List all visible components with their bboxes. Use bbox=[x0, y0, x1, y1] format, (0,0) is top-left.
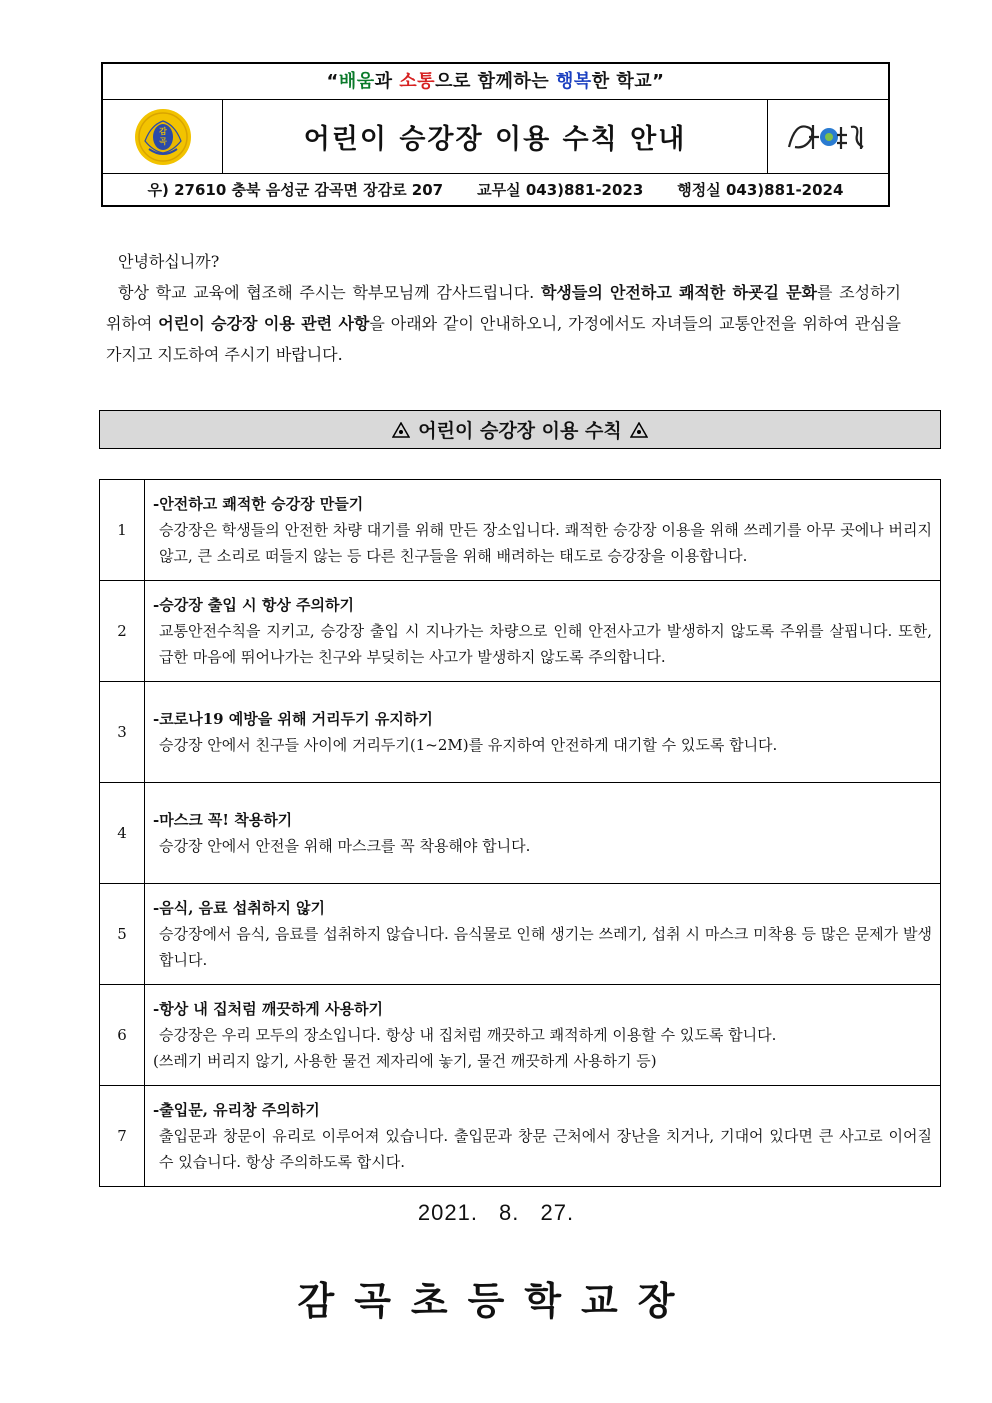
rule-cell bbox=[145, 480, 941, 581]
rules-table bbox=[99, 479, 941, 1187]
table-row bbox=[100, 985, 941, 1086]
admin-phone: 행정실 043)881-2024 bbox=[677, 181, 844, 199]
rule-cell bbox=[145, 985, 941, 1086]
intro-text: 을 아래와 같이 안내하오니, 가정에서도 자녀들의 교통안전을 위하여 관심을 가지고 지도하여 주시기 바랍니다. bbox=[106, 314, 901, 364]
principal-signature: 감곡초등학교장 bbox=[297, 1279, 695, 1323]
rule-number: 7 bbox=[100, 1086, 145, 1187]
rule-number: 6 bbox=[100, 985, 145, 1086]
rule-body: 출입문과 창문이 유리로 이루어져 있습니다. 출입문과 창문 근처에서 장난을 치거나, 기대어 있다면 큰 사고로 이어질 수 있습니다. 항상 주의하도록 합시다. bbox=[159, 1127, 932, 1171]
document-date: 2021. 8. 27. bbox=[417, 1200, 575, 1225]
table-row bbox=[100, 884, 941, 985]
office-phone: 교무실 043)881-2023 bbox=[477, 181, 644, 199]
intro-paragraph bbox=[106, 277, 901, 370]
rule-body: 승강장은 우리 모두의 장소입니다. 항상 내 집처럼 깨끗하고 쾌적하게 이용할 수 있도록 합니다. bbox=[159, 1026, 777, 1044]
rule-title: -마스크 꼭! 착용하기 bbox=[153, 811, 293, 829]
rule-number: 1 bbox=[100, 480, 145, 581]
intro-emphasis: 학생들의 안전하고 쾌적한 하굣길 문화 bbox=[540, 283, 817, 302]
rule-title: -출입문, 유리창 주의하기 bbox=[153, 1101, 320, 1119]
clean-world-logo-icon bbox=[785, 117, 871, 157]
rule-cell bbox=[145, 1086, 941, 1187]
rule-cell bbox=[145, 783, 941, 884]
rule-number: 3 bbox=[100, 682, 145, 783]
slogan-text: 과 bbox=[374, 71, 400, 92]
warning-icon bbox=[392, 422, 410, 438]
document-title: 어린이 승강장 이용 수칙 안내 bbox=[303, 124, 687, 155]
svg-text:감: 감 bbox=[158, 126, 167, 136]
rule-body: 승강장 안에서 안전을 위해 마스크를 꼭 착용해야 합니다. bbox=[159, 837, 531, 855]
rule-body: 승강장은 학생들의 안전한 차량 대기를 위해 만든 장소입니다. 쾌적한 승강장 이용을 위해 쓰레기를 아무 곳에나 버리지 않고, 큰 소리로 떠들지 않는 등 다른 친구들을 위해 배려하는 태도로 승강장을 이용합니다. bbox=[159, 521, 932, 565]
contact-line bbox=[103, 174, 888, 205]
table-row bbox=[100, 480, 941, 581]
rule-body: 교통안전수칙을 지키고, 승강장 출입 시 지나가는 차량으로 인해 안전사고가 발생하지 않도록 주위를 살핍니다. 또한, 급한 마음에 뛰어나가는 친구와 부딪히는 사고가 발생하지 않도록 주의합니다. bbox=[159, 622, 932, 666]
rule-title: -안전하고 쾌적한 승강장 만들기 bbox=[153, 495, 364, 513]
slogan-word-happiness: 행복 bbox=[555, 71, 592, 92]
intro-emphasis: 어린이 승강장 이용 관련 사항 bbox=[158, 314, 370, 333]
slogan-text: 으로 함께하는 bbox=[435, 71, 556, 92]
svg-text:곡: 곡 bbox=[158, 136, 167, 146]
rule-body: 승강장 안에서 친구들 사이에 거리두기(1~2M)를 유지하여 안전하게 대기할 수 있도록 합니다. bbox=[159, 736, 778, 754]
rule-title: -코로나19 예방을 위해 거리두기 유지하기 bbox=[153, 710, 433, 728]
table-row bbox=[100, 682, 941, 783]
rule-body: 승강장에서 음식, 음료를 섭취하지 않습니다. 음식물로 인해 생기는 쓰레기, 섭취 시 마스크 미착용 등 많은 문제가 발생합니다. bbox=[159, 925, 932, 969]
slogan-quote: “ bbox=[326, 71, 339, 92]
rule-body-note: (쓰레기 버리지 않기, 사용한 물건 제자리에 놓기, 물건 깨끗하게 사용하기 등) bbox=[153, 1052, 657, 1070]
slogan-word-communication: 소통 bbox=[399, 71, 436, 92]
table-row bbox=[100, 581, 941, 682]
school-address: 우) 27610 충북 음성군 감곡면 장감로 207 bbox=[147, 181, 444, 199]
rule-number: 2 bbox=[100, 581, 145, 682]
rule-cell bbox=[145, 682, 941, 783]
rule-number: 5 bbox=[100, 884, 145, 985]
school-emblem-icon bbox=[133, 107, 193, 167]
school-slogan bbox=[103, 64, 888, 100]
school-emblem bbox=[103, 100, 223, 173]
rule-number: 4 bbox=[100, 783, 145, 884]
table-row bbox=[100, 1086, 941, 1187]
letterhead bbox=[101, 62, 890, 207]
slogan-text: 한 학교” bbox=[591, 71, 665, 92]
table-row bbox=[100, 783, 941, 884]
rule-title: -음식, 음료 섭취하지 않기 bbox=[153, 899, 326, 917]
clean-world-logo bbox=[767, 100, 888, 173]
rule-cell bbox=[145, 581, 941, 682]
rules-heading-text: 어린이 승강장 이용 수칙 bbox=[418, 420, 622, 442]
slogan-word-learning: 배움 bbox=[338, 71, 375, 92]
greeting: 안녕하십니까? bbox=[118, 252, 220, 271]
intro-section bbox=[106, 246, 901, 370]
rule-title: -승강장 출입 시 항상 주의하기 bbox=[153, 596, 354, 614]
rules-heading bbox=[99, 410, 941, 449]
intro-text: 를 조성하기 위하여 bbox=[106, 283, 901, 333]
rule-cell bbox=[145, 884, 941, 985]
warning-icon bbox=[630, 422, 648, 438]
intro-text: 항상 학교 교육에 협조해 주시는 학부모님께 감사드립니다. bbox=[118, 283, 541, 302]
rule-title: -항상 내 집처럼 깨끗하게 사용하기 bbox=[153, 1000, 383, 1018]
